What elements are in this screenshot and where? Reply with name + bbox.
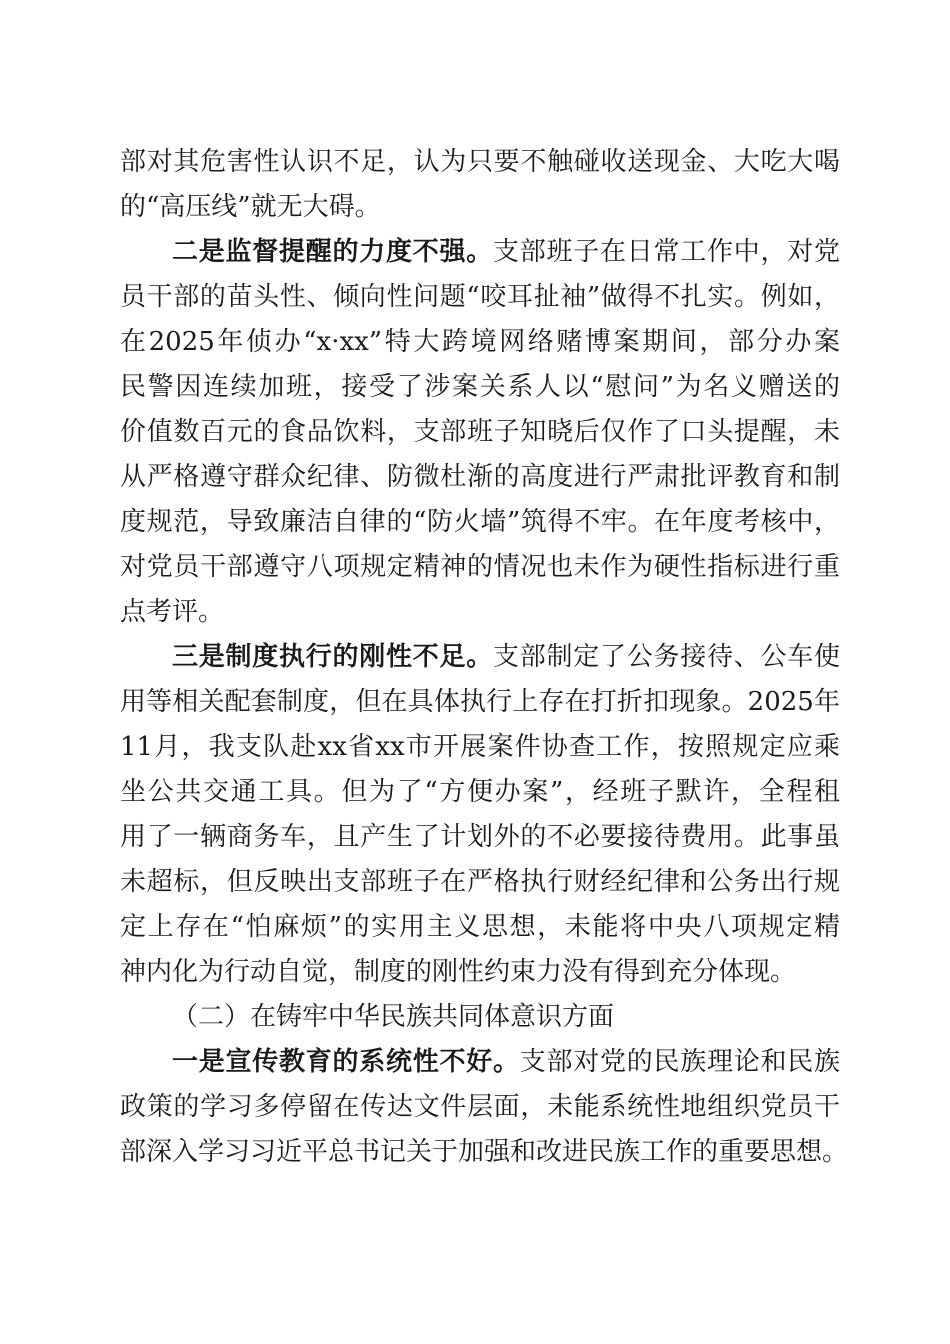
paragraph-line: 度规范，导致廉洁自律的“防火墙”筑得不牢。在年度考核中， xyxy=(120,507,840,537)
paragraph-line xyxy=(172,231,840,273)
paragraph-line: 从严格遵守群众纪律、防微杜渐的高度进行严肃批评教育和制 xyxy=(120,462,840,492)
paragraph-text: 支部制定了公务接待、公车使 xyxy=(493,642,840,672)
paragraph-text: 支部班子在日常工作中，对党 xyxy=(493,237,840,267)
paragraph-line: 对党员干部遵守八项规定精神的情况也未作为硬性指标进行重 xyxy=(120,552,840,582)
paragraph-line: 未超标，但反映出支部班子在严格执行财经纪律和公务出行规 xyxy=(120,867,840,897)
paragraph-line: 在2025年侦办“x·xx”特大跨境网络赌博案期间，部分办案 xyxy=(120,327,840,357)
paragraph-line xyxy=(172,636,840,678)
paragraph-lead: 一是宣传教育的系统性不好。 xyxy=(172,1047,520,1077)
paragraph-line: 部深入学习习近平总书记关于加强和改进民族工作的重要思想。 xyxy=(120,1137,849,1167)
paragraph-line: 政策的学习多停留在传达文件层面，未能系统性地组织党员干 xyxy=(120,1092,840,1122)
paragraph-line: 用了一辆商务车，且产生了计划外的不必要接待费用。此事虽 xyxy=(120,822,840,852)
paragraph-line: 民警因连续加班，接受了涉案关系人以“慰问”为名义赠送的 xyxy=(120,372,840,402)
paragraph-line: 员干部的苗头性、倾向性问题“咬耳扯袖”做得不扎实。例如， xyxy=(120,282,840,312)
section-heading: （二）在铸牢中华民族共同体意识方面 xyxy=(172,1002,615,1032)
paragraph-line: 11月，我支队赴xx省xx市开展案件协查工作，按照规定应乘 xyxy=(120,732,840,762)
paragraph-lead: 三是制度执行的刚性不足。 xyxy=(172,642,493,672)
paragraph-text: 支部对党的民族理论和民族 xyxy=(519,1047,840,1077)
paragraph-line: 定上存在“怕麻烦”的实用主义思想，未能将中央八项规定精 xyxy=(120,912,840,942)
paragraph-line: 价值数百元的食品饮料，支部班子知晓后仅作了口头提醒，未 xyxy=(120,417,840,447)
paragraph-line: 坐公共交通工具。但为了“方便办案”，经班子默许，全程租 xyxy=(120,777,840,807)
paragraph-line xyxy=(172,1041,840,1083)
paragraph-lead: 二是监督提醒的力度不强。 xyxy=(172,237,493,267)
paragraph-line: 的“高压线”就无大碍。 xyxy=(120,192,381,222)
paragraph-line: 用等相关配套制度，但在具体执行上存在打折扣现象。2025年 xyxy=(120,687,840,717)
paragraph-line: 点考评。 xyxy=(120,597,225,627)
paragraph-line: 神内化为行动自觉，制度的刚性约束力没有得到充分体现。 xyxy=(120,957,797,987)
paragraph-line: 部对其危害性认识不足，认为只要不触碰收送现金、大吃大喝 xyxy=(120,147,840,177)
